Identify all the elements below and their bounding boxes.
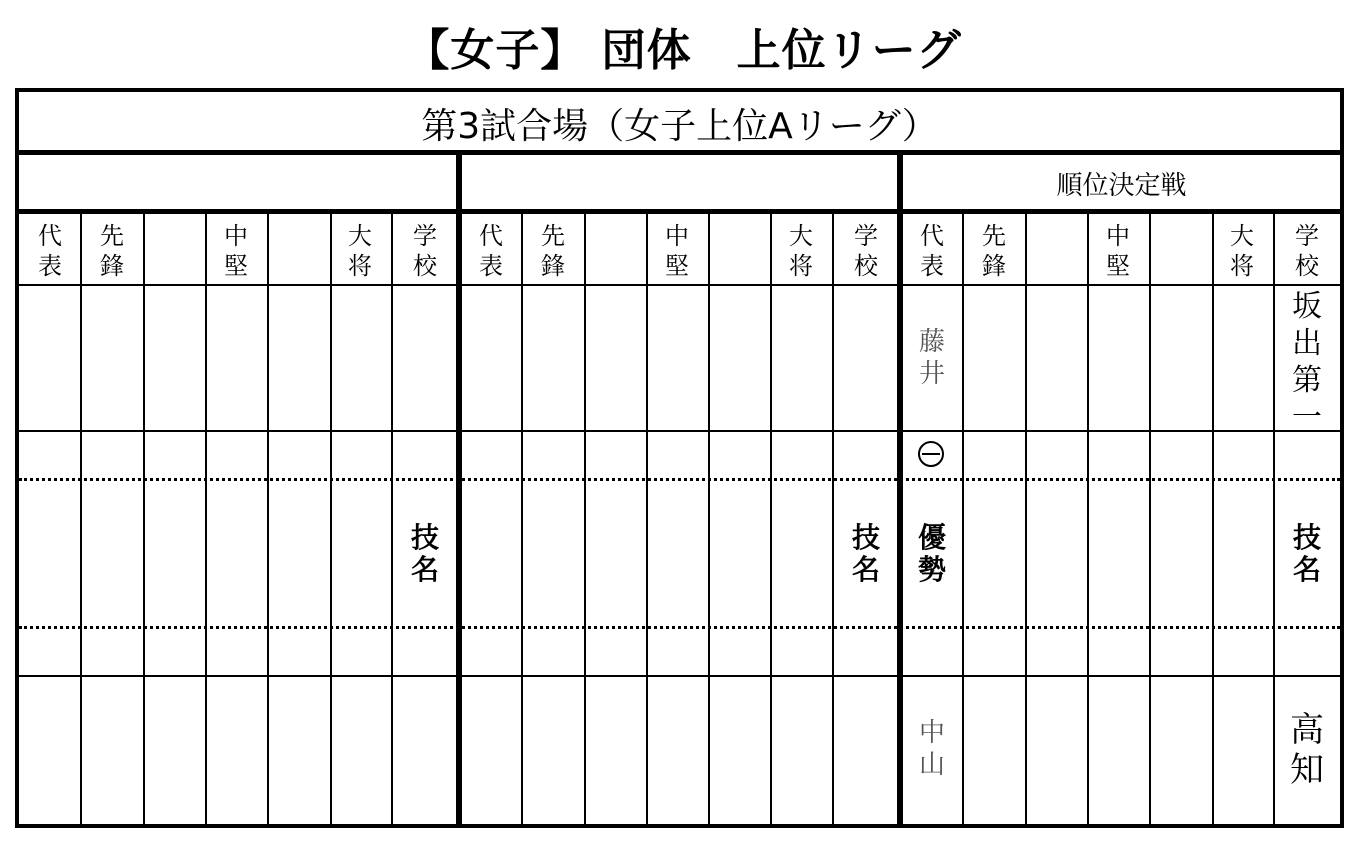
column-divider: [330, 212, 332, 824]
column-divider: [391, 212, 393, 824]
header-rep: 代 表: [479, 222, 503, 280]
header-rep: 代 表: [920, 222, 944, 280]
column-divider: [1025, 212, 1027, 824]
column-divider: [1212, 212, 1214, 824]
team2-rep-name: 中 山: [918, 718, 945, 780]
divider-dotted: [19, 478, 1340, 481]
header-chuken: 中 堅: [224, 222, 248, 280]
column-divider: [143, 212, 145, 824]
column-divider: [521, 212, 523, 824]
column-divider: [1087, 212, 1089, 824]
header-chuken: 中 堅: [1106, 222, 1130, 280]
header-taisho: 大 将: [789, 222, 813, 280]
team1-school: 坂 出 第 一: [1292, 289, 1322, 435]
header-school: 学 校: [413, 222, 437, 280]
waza-label: 技 名: [410, 521, 439, 586]
header-senpo: 先 鋒: [982, 222, 1006, 280]
divider: [19, 284, 1340, 286]
block-1-label: [19, 155, 456, 211]
arena-title: 第3試合場（女子上位Aリーグ）: [421, 105, 938, 147]
column-divider: [584, 212, 586, 824]
column-divider: [1149, 212, 1151, 824]
block-3-label: 順位決定戦: [1056, 170, 1187, 201]
column-divider: [962, 212, 964, 824]
column-divider: [1273, 212, 1275, 824]
ippon-mark: [918, 441, 944, 467]
column-divider: [267, 212, 269, 824]
column-divider: [205, 212, 207, 824]
header-school: 学 校: [854, 222, 878, 280]
header-senpo: 先 鋒: [541, 222, 565, 280]
header-rep: 代 表: [38, 222, 62, 280]
team2-school: 高 知: [1290, 710, 1324, 790]
column-divider: [770, 212, 772, 824]
divider: [19, 430, 1340, 432]
header-taisho: 大 将: [348, 222, 372, 280]
column-divider: [80, 212, 82, 824]
column-divider: [646, 212, 648, 824]
waza-label: 技 名: [851, 521, 880, 586]
header-taisho: 大 将: [1230, 222, 1254, 280]
page-title: 【女子】 団体 上位リーグ: [405, 25, 962, 76]
header-chuken: 中 堅: [665, 222, 689, 280]
team1-rep-name: 藤 井: [918, 327, 945, 389]
divider-dotted: [19, 626, 1340, 629]
header-senpo: 先 鋒: [100, 222, 124, 280]
result-word: 優 勢: [917, 521, 946, 586]
divider: [19, 675, 1340, 677]
block-2-label: [462, 155, 897, 211]
header-school: 学 校: [1295, 222, 1319, 280]
waza-label: 技 名: [1292, 521, 1321, 586]
column-divider: [832, 212, 834, 824]
column-divider: [708, 212, 710, 824]
